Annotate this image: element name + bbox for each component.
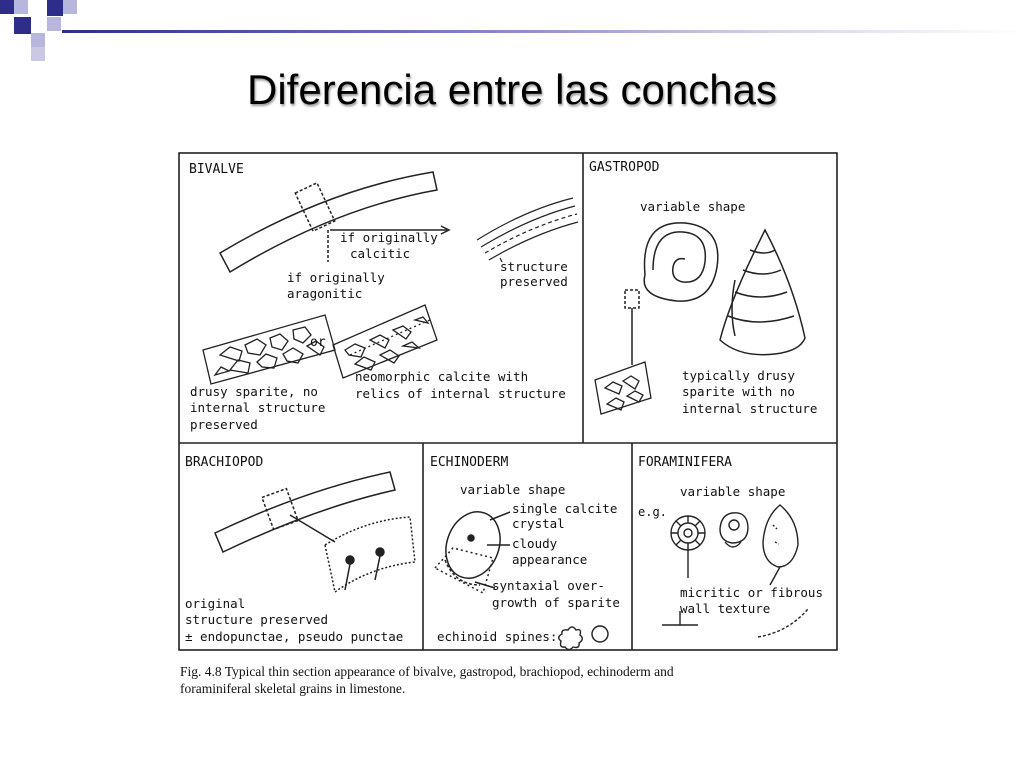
decor-square-2 — [14, 0, 28, 14]
echinoderm-heading: ECHINODERM — [430, 455, 509, 470]
echinoid-spines-label: echinoid spines: — [437, 629, 558, 644]
bivalve-calcitic-label-1: if originally — [340, 230, 438, 245]
foraminifera-eg: e.g. — [638, 505, 667, 519]
echinoderm-syntaxial-1: syntaxial over- — [492, 578, 605, 593]
header-rule — [62, 30, 1024, 33]
gastropod-spiral-shell — [625, 223, 718, 365]
gastropod-note-3: internal structure — [682, 401, 818, 416]
echinoderm-cloudy-2: appearance — [512, 552, 588, 567]
brachiopod-note-3: ± endopunctae, pseudo punctae — [185, 629, 404, 644]
brachiopod-note-1: original — [185, 596, 246, 611]
gastropod-heading: GASTROPOD — [589, 160, 660, 175]
gastropod-drusy-block — [595, 362, 651, 414]
foraminifera-variable-shape: variable shape — [680, 484, 786, 499]
brachiopod-heading: BRACHIOPOD — [185, 455, 264, 470]
echinoid-spine-icons — [559, 626, 608, 650]
drusy-label-3: preserved — [190, 417, 258, 432]
slide-title: Diferencia entre las conchas — [247, 66, 777, 113]
bivalve-heading: BIVALVE — [189, 162, 244, 177]
drusy-label-1: drusy sparite, no — [190, 384, 318, 399]
echinoderm-cloudy-1: cloudy — [512, 536, 558, 551]
bivalve-aragonitic-label-2: aragonitic — [287, 286, 363, 301]
caption-line-1: Fig. 4.8 Typical thin section appearance of bivalve, gastropod, brachiopod, echinoderm and — [180, 664, 674, 679]
gastropod-note-1: typically drusy — [682, 368, 795, 383]
decor-square-7 — [31, 33, 45, 47]
brachiopod-note-2: structure preserved — [185, 612, 328, 627]
foraminifera-note-1: micritic or fibrous — [680, 585, 823, 600]
caption-line-2: foraminiferal skeletal grains in limestone. — [180, 681, 406, 696]
decor-square-4 — [63, 0, 77, 14]
bivalve-preserved-label-2: preserved — [500, 274, 568, 289]
bivalve-calcitic-label-2: calcitic — [350, 246, 411, 261]
gastropod-variable-shape: variable shape — [640, 199, 746, 214]
decor-square-6 — [47, 17, 61, 31]
figure-caption — [180, 663, 840, 697]
echinoderm-syntaxial-2: growth of sparite — [492, 595, 620, 610]
foraminifera-heading: FORAMINIFERA — [638, 455, 732, 470]
neomorphic-label-1: neomorphic calcite with — [355, 369, 529, 384]
echinoderm-single-2: crystal — [512, 516, 565, 531]
gastropod-note-2: sparite with no — [682, 384, 795, 399]
echinoderm-single-1: single calcite — [512, 501, 618, 516]
echinoderm-variable-shape: variable shape — [460, 482, 566, 497]
decor-square-8 — [31, 47, 45, 61]
bivalve-preserved-label-1: structure — [500, 259, 568, 274]
foraminifera-note-2: wall texture — [680, 601, 771, 616]
gastropod-cone-shell — [720, 230, 805, 355]
drusy-label-2: internal structure — [190, 400, 326, 415]
decor-square-5 — [14, 17, 31, 34]
bivalve-shell — [220, 172, 449, 272]
neomorphic-calcite-block — [333, 305, 437, 378]
brachiopod-shell — [215, 472, 415, 592]
bivalve-or-label: or — [310, 335, 326, 350]
neomorphic-label-2: relics of internal structure — [355, 386, 566, 401]
decor-square-1 — [0, 0, 14, 14]
foraminifera-shells — [662, 505, 808, 637]
bivalve-preserved-lines — [477, 198, 578, 262]
thin-section-figure — [175, 150, 840, 655]
bivalve-aragonitic-label-1: if originally — [287, 270, 385, 285]
decor-square-3 — [47, 0, 63, 16]
